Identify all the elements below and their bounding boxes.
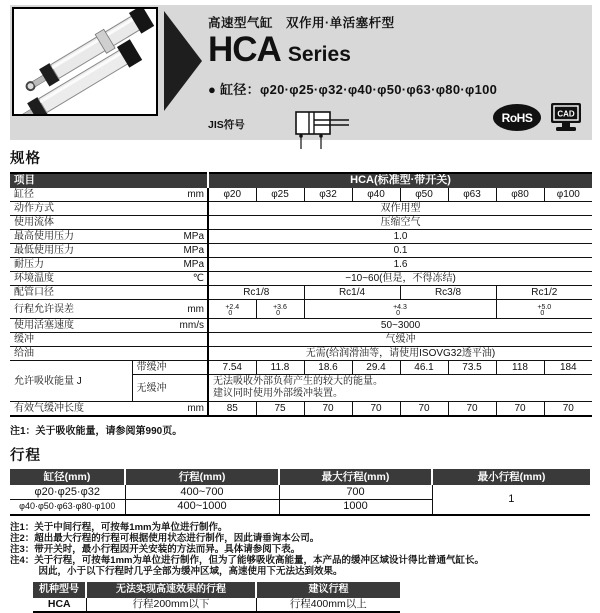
spec-row-cushion [10,333,592,347]
spec-row-fluid [10,216,592,230]
spec-header-row [10,173,592,188]
stroke-header-row [10,470,590,485]
cad-badge-icon [550,103,582,132]
cushion-length-cell: 70 [304,402,352,417]
energy-sub-label-with: 带缓冲 [132,361,208,375]
energy-cell: 184 [544,361,592,375]
tolerance-lower: 0 [393,311,400,317]
stroke-table [10,469,590,516]
cushion-length-cell: 70 [448,402,496,417]
row-label: 耐压力 [14,259,44,270]
energy-cell: 11.8 [256,361,304,375]
model-no-effect-cell: 行程200mm以下 [86,597,256,612]
spec-value-lubrication: 无需(给润滑油等，请使用ISOVG32透平油) [208,347,592,361]
row-unit: MPa [183,259,205,270]
spec-value-action: 双作用型 [208,202,592,216]
model-header-row [33,582,400,597]
jis-label: JIS符号 [208,117,245,132]
tolerance-cell [304,300,496,319]
stroke-bore-cell: φ40·φ50·φ63·φ80·φ100 [10,500,125,515]
arrow-triangle-icon [164,11,202,111]
note-line: 注4：关于行程，可按每1mm为单位进行制作，但为了能够吸收高能量，本产品的缓冲区域设计得比普通气缸长。 [10,555,600,566]
note-line: 注2：超出最大行程的行程可根据使用状态进行制作，因此请垂询本公司。 [10,533,600,544]
energy-without-line2: 建议同时使用外部缓冲装置。 [213,388,590,400]
spec-label-max-pressure [10,230,208,244]
spec-note: 注1：关于吸收能量，请参阅第990页。 [10,422,600,437]
spec-label-port-size: 配管口径 [10,286,208,300]
spec-value-max-pressure: 1.0 [208,230,592,244]
row-label: 有效气缓冲长度 [14,403,84,414]
spec-value-proof-pressure: 1.6 [208,258,592,272]
stroke-header-max: 最大行程(mm) [279,470,432,485]
bore-cell: φ63 [448,188,496,202]
bore-cell: φ100 [544,188,592,202]
energy-without-line1: 无法吸收外部负荷产生的较大的能量。 [213,376,590,388]
stroke-range-cell: 400~1000 [125,500,279,515]
spec-label-piston-speed [10,319,208,333]
tolerance-cell [256,300,304,319]
series-title [208,32,586,75]
row-label: 行程允许误差 [14,304,74,315]
spec-row-max-pressure [10,230,592,244]
tolerance-upper: +4.3 [393,305,407,311]
jis-cylinder-symbol-icon [273,109,353,151]
bore-cell: φ25 [256,188,304,202]
tolerance-upper: +5.0 [537,305,551,311]
svg-text:CAD: CAD [557,110,575,119]
spec-value-ambient-temp: −10~60(但是，不得冻结) [208,272,592,286]
bore-sizes-line: ● 缸径：φ20·φ25·φ32·φ40·φ50·φ63·φ80·φ100 [208,79,586,98]
spec-header-item: 项目 [10,173,208,188]
row-unit: ℃ [193,273,205,284]
spec-row-stroke-tolerance [10,300,592,319]
stroke-range-cell: 400~700 [125,485,279,500]
cushion-length-cell: 70 [496,402,544,417]
model-header-recommended: 建议行程 [256,582,400,597]
spec-label-action: 动作方式 [10,202,208,216]
model-row [33,597,400,612]
tolerance-lower: 0 [225,311,232,317]
row-unit: MPa [183,231,205,242]
row-unit: mm [187,304,205,315]
spec-value-cushion: 气缓冲 [208,333,592,347]
row-unit: MPa [183,245,205,256]
spec-row-energy-with-cushion [10,361,592,375]
spec-row-port-size [10,286,592,300]
port-size-cell: Rc1/4 [304,286,400,300]
tolerance-lower: 0 [537,311,544,317]
bore-cell: φ50 [400,188,448,202]
spec-row-cushion-length [10,402,592,417]
energy-cell: 18.6 [304,361,352,375]
series-suffix: Series [288,43,351,66]
port-size-cell: Rc1/2 [496,286,592,300]
stroke-max-cell: 700 [279,485,432,500]
row-unit: mm [187,189,205,200]
stroke-max-cell: 1000 [279,500,432,515]
model-header-no-effect: 无法实现高速效果的行程 [86,582,256,597]
spec-row-lubrication [10,347,592,361]
cushion-length-cell: 70 [400,402,448,417]
note-line: 注1：关于中间行程，可按每1mm为单位进行制作。 [10,522,600,533]
bore-cell: φ80 [496,188,544,202]
spec-row-ambient-temp [10,272,592,286]
row-label: 使用活塞速度 [14,320,74,331]
model-recommended-cell: 行程400mm以上 [256,597,400,612]
product-photo [12,7,158,116]
tolerance-lower: 0 [273,311,280,317]
tolerance-cell [496,300,592,319]
stroke-header-stroke: 行程(mm) [125,470,279,485]
stroke-min-cell: 1 [432,485,590,515]
spec-label-cushion-length [10,402,208,417]
stroke-header-min: 最小行程(mm) [432,470,590,485]
page-subtitle: 高速型气缸 双作用·单活塞杆型 [208,13,586,31]
spec-row-proof-pressure [10,258,592,272]
row-label: 最低使用压力 [14,245,74,256]
spec-label-cushion: 缓冲 [10,333,208,347]
stroke-bore-cell: φ20·φ25·φ32 [10,485,125,500]
energy-sub-label-without: 无缓冲 [132,375,208,402]
row-label: 缸径 [14,189,34,200]
row-unit: mm/s [180,320,205,331]
spec-section-title: 规格 [10,147,600,168]
cylinder-photo-illustration [14,9,156,114]
spec-label-fluid: 使用流体 [10,216,208,230]
spec-value-piston-speed: 50~3000 [208,319,592,333]
stroke-row [10,485,590,500]
spec-row-piston-speed [10,319,592,333]
spec-header-group: HCA(标准型·带开关) [208,173,592,188]
model-name-cell: HCA [33,597,86,612]
certification-badges [493,103,582,132]
spec-label-energy: 允许吸收能量 J [10,361,132,402]
port-size-cell: Rc3/8 [400,286,496,300]
stroke-section-title: 行程 [10,444,600,465]
stroke-notes [10,522,600,577]
bore-cell: φ20 [208,188,256,202]
spec-label-bore [10,188,208,202]
spec-row-action [10,202,592,216]
spec-label-min-pressure [10,244,208,258]
model-recommendation-table [33,582,400,613]
spec-row-bore [10,188,592,202]
energy-cell: 73.5 [448,361,496,375]
spec-label-ambient-temp [10,272,208,286]
row-label: 最高使用压力 [14,231,74,242]
spec-table [10,172,592,417]
header-band [10,5,592,140]
cushion-length-cell: 70 [352,402,400,417]
spec-value-fluid: 压缩空气 [208,216,592,230]
spec-value-min-pressure: 0.1 [208,244,592,258]
energy-cell: 46.1 [400,361,448,375]
tolerance-upper: +3.6 [273,305,287,311]
series-name: HCA [208,30,281,69]
note-line: 因此，小于以下行程时几乎全部为缓冲区域，高速使用下无法达到效果。 [10,566,600,577]
bore-cell: φ40 [352,188,400,202]
energy-cell: 118 [496,361,544,375]
tolerance-upper: +2.4 [225,305,239,311]
spec-label-stroke-tolerance [10,300,208,319]
stroke-header-bore: 缸径(mm) [10,470,125,485]
catalog-page [0,5,600,605]
model-header-model: 机种型号 [33,582,86,597]
energy-without-text [208,375,592,402]
energy-cell: 29.4 [352,361,400,375]
cushion-length-cell: 75 [256,402,304,417]
tolerance-cell [208,300,256,319]
port-size-cell: Rc1/8 [208,286,304,300]
cushion-length-cell: 85 [208,402,256,417]
spec-label-proof-pressure [10,258,208,272]
spec-row-min-pressure [10,244,592,258]
cushion-length-cell: 70 [544,402,592,417]
rohs-badge-icon: RoHS [493,104,541,131]
spec-label-lubrication: 给油 [10,347,208,361]
row-unit: mm [187,403,205,414]
bore-cell: φ32 [304,188,352,202]
energy-cell: 7.54 [208,361,256,375]
note-line: 注3：带开关时，最小行程因开关安装的方法而异。具体请参阅下表。 [10,544,600,555]
row-label: 环境温度 [14,273,54,284]
